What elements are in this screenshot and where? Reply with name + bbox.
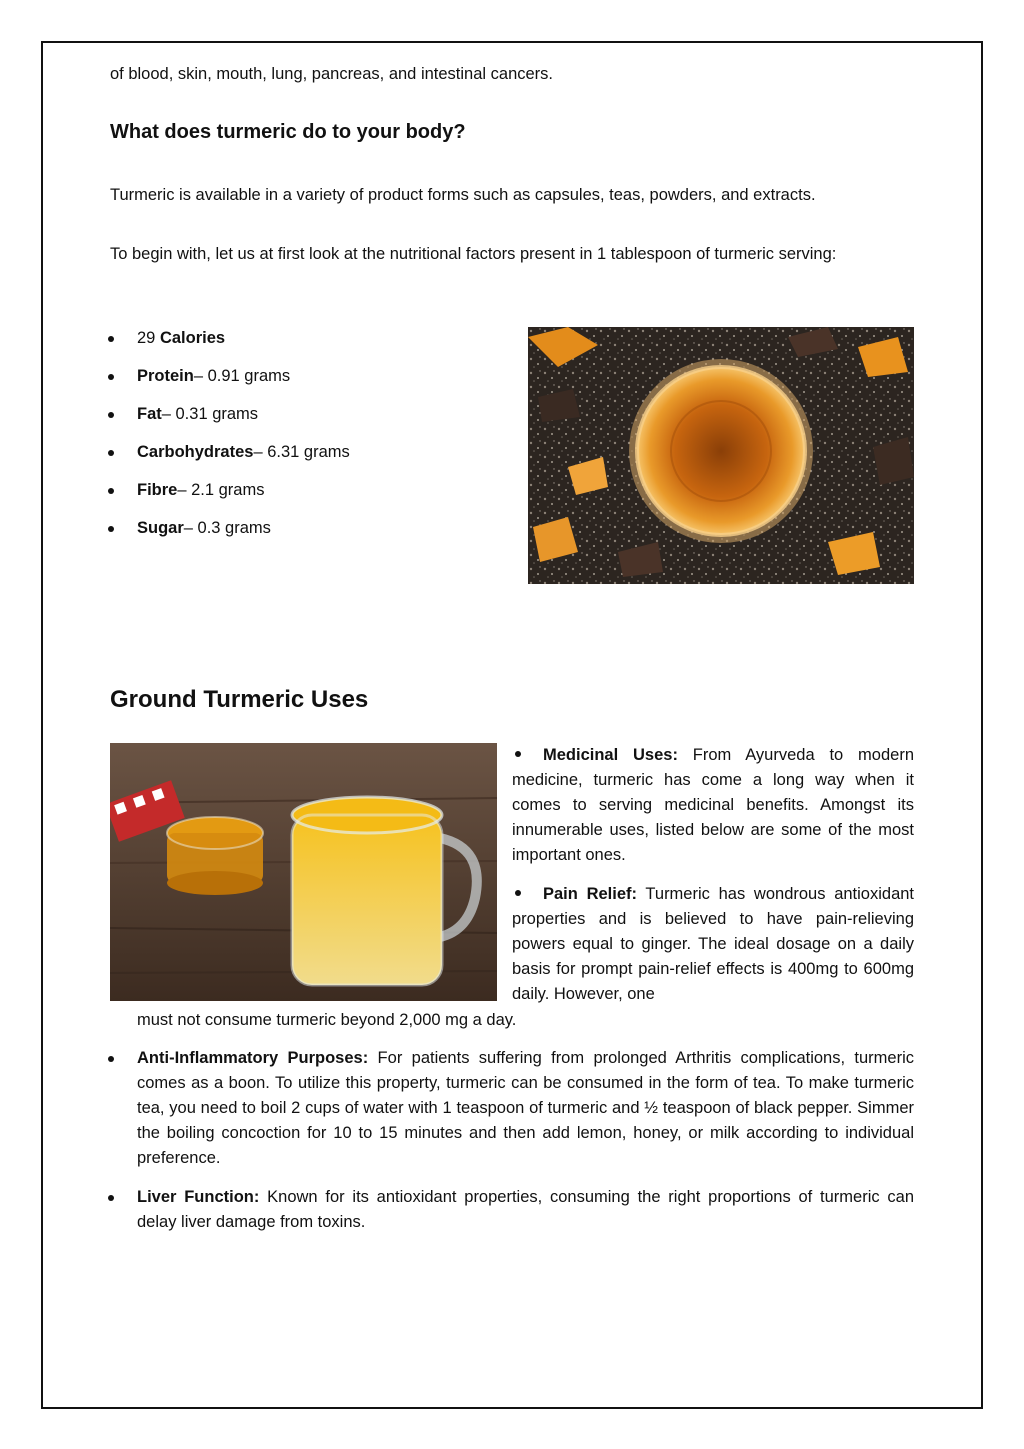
nutrition-label: Sugar [137, 519, 184, 537]
section-heading: Ground Turmeric Uses [110, 686, 369, 713]
bullet-dot [108, 526, 114, 532]
bullet-dot [108, 488, 114, 494]
use-text: Turmeric has wondrous antioxidant properties and is believed to have pain-relieving powers equal to ginger. The ideal dosage on a daily basis for prompt pain-relief effects is 400mg to 600mg daily. However, one [512, 885, 915, 1003]
use-text: From Ayurveda to modern medicine, turmeric has come a long way when it comes to serving medicinal benefits. Amongst its innumerable uses, listed below are some of the most important ones. [512, 746, 914, 864]
nutrition-label: Fibre [137, 481, 178, 499]
use-anti-inflammatory [137, 1046, 914, 1171]
use-liver-function [137, 1185, 914, 1235]
use-pain-relief-continuation: must not consume turmeric beyond 2,000 mg a day. [137, 1011, 517, 1029]
nutrition-item [107, 402, 507, 440]
turmeric-tea-bowl-illustration [528, 327, 914, 584]
nutrition-value: – 0.31 grams [161, 405, 259, 423]
intro-line: of blood, skin, mouth, lung, pancreas, and intestinal cancers. [110, 65, 554, 83]
use-label: Anti-Inflammatory Purposes: [137, 1049, 369, 1067]
nutrition-item [107, 516, 507, 554]
use-pain-relief [512, 882, 914, 1007]
nutrition-item [107, 364, 507, 402]
bullet-dot [108, 336, 114, 342]
nutrition-label: Fat [137, 405, 162, 423]
bullet-dot [108, 412, 114, 418]
nutrition-value: – 0.3 grams [183, 519, 271, 537]
nutrition-item [107, 326, 507, 364]
paragraph-product-forms: Turmeric is available in a variety of product forms such as capsules, teas, powders, and extracts. [110, 186, 816, 204]
bullet-dot [108, 1195, 114, 1201]
turmeric-latte-illustration [110, 743, 497, 1001]
nutrition-label: Protein [137, 367, 194, 385]
nutrition-value: – 6.31 grams [253, 443, 350, 461]
nutrition-value: – 2.1 grams [177, 481, 265, 499]
nutrition-value: 29 [137, 329, 160, 347]
nutrition-item [107, 440, 507, 478]
nutrition-list [107, 326, 507, 554]
nutrition-value: – 0.91 grams [193, 367, 291, 385]
bullet-dot [108, 1056, 114, 1062]
nutrition-item [107, 478, 507, 516]
bullet-dot [515, 890, 521, 896]
bullet-dot [515, 751, 521, 757]
question-heading: What does turmeric do to your body? [110, 121, 466, 143]
turmeric-latte-image [110, 743, 497, 1001]
use-label: Medicinal Uses: [543, 746, 678, 764]
use-label: Pain Relief: [543, 885, 637, 903]
paragraph-nutrition-intro: To begin with, let us at first look at the nutritional factors present in 1 tablespoon of turmeric serving: [110, 245, 837, 263]
bullet-dot [108, 374, 114, 380]
bullet-dot [108, 450, 114, 456]
turmeric-tea-bowl-image [528, 327, 914, 584]
nutrition-label: Carbohydrates [137, 443, 254, 461]
nutrition-label: Calories [159, 329, 226, 347]
use-medicinal [512, 743, 914, 868]
use-text: Known for its antioxidant properties, consuming the right proportions of turmeric can delay liver damage from toxins. [137, 1188, 914, 1231]
use-label: Liver Function: [137, 1188, 260, 1206]
use-text: For patients suffering from prolonged Arthritis complications, turmeric comes as a boon. To utilize this property, turmeric can be consumed in the form of tea. To make turmeric tea, you need to boil 2 cups of water with 1 teaspoon of turmeric and ½ teaspoon of black pepper. Simmer the boiling concoction for 10 to 15 minutes and then add lemon, honey, or milk according to individual preference. [137, 1049, 914, 1167]
